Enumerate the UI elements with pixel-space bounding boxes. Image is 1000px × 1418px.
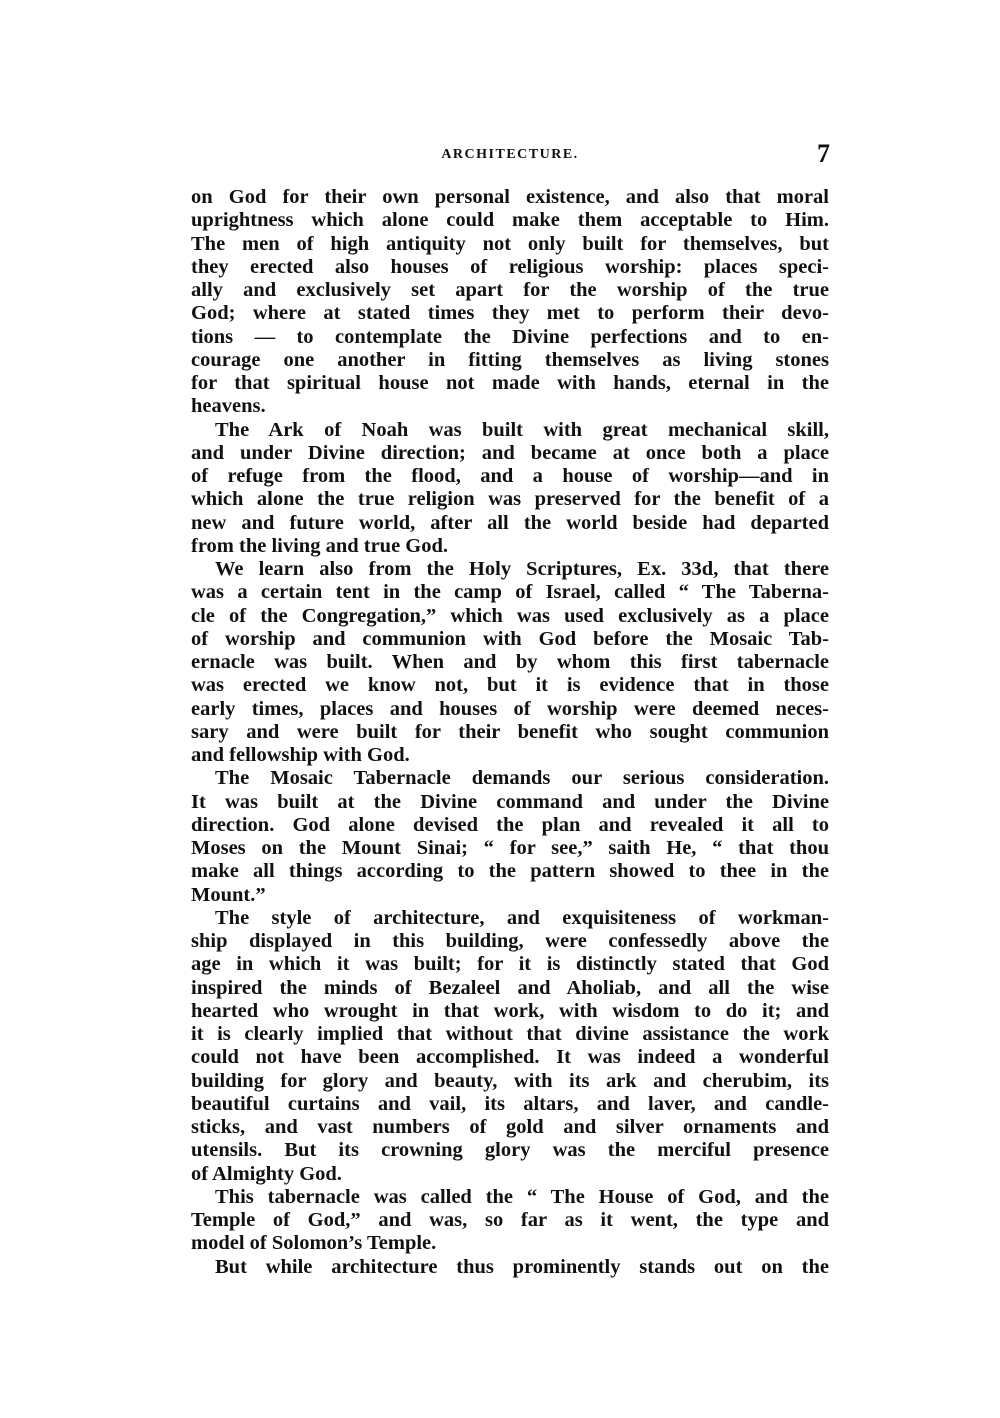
text-line: of worship and communion with God before the Mosaic Tab- (191, 627, 829, 650)
text-line: hearted who wrought in that work, with wisdom to do it; and (191, 999, 829, 1022)
text-line: which alone the true religion was preserved for the benefit of a (191, 488, 829, 511)
text-line: cle of the Congregation,” which was used exclusively as a place (191, 604, 829, 627)
text-line: Moses on the Mount Sinai; “ for see,” saith He, “ that thou (191, 837, 829, 859)
text-line: age in which it was built; for it is distinctly stated that God (191, 953, 829, 976)
text-line: early times, places and houses of worship were deemed neces- (191, 697, 829, 720)
text-line: direction. God alone devised the plan and revealed it all to (191, 813, 829, 836)
text-line: of refuge from the flood, and a house of worship—and in (191, 465, 829, 487)
text-line: uprightness which alone could make them acceptable to Him. (191, 209, 829, 232)
text-line: heavens. (191, 395, 266, 418)
text-line: from the living and true God. (191, 534, 449, 557)
text-line: model of Solomon’s Temple. (191, 1232, 437, 1255)
text-line: they erected also houses of religious worship: places speci- (191, 255, 829, 278)
text-line: Mount.” (191, 883, 266, 906)
text-line: inspired the minds of Bezaleel and Aholiab, and all the wise (191, 976, 829, 999)
text-line: make all things according to the pattern showed to thee in the (191, 860, 829, 883)
text-line: sticks, and vast numbers of gold and silver ornaments and (191, 1116, 829, 1138)
running-head (190, 139, 830, 173)
text-line: The Ark of Noah was built with great mechanical skill, (215, 418, 829, 441)
text-line: it is clearly implied that without that divine assistance the work (191, 1023, 829, 1045)
text-line: and under Divine direction; and became at once both a place (191, 441, 829, 464)
text-line: and fellowship with God. (191, 744, 410, 766)
text-line: But while architecture thus prominently stands out on the (215, 1255, 829, 1278)
text-line: building for glory and beauty, with its ark and cherubim, its (191, 1069, 829, 1092)
text-line: courage one another in fitting themselves as living stones (191, 348, 829, 371)
text-line: was a certain tent in the camp of Israel, called “ The Taberna- (191, 581, 829, 604)
text-line: ernacle was built. When and by whom this first tabernacle (191, 651, 829, 673)
text-line: was erected we know not, but it is evidence that in those (191, 674, 829, 697)
text-line: on God for their own personal existence, and also that moral (191, 186, 829, 208)
body-text (191, 186, 829, 1279)
text-line: of Almighty God. (191, 1162, 342, 1185)
text-line: utensils. But its crowning glory was the merciful presence (191, 1139, 829, 1162)
text-line: new and future world, after all the world beside had departed (191, 511, 829, 534)
text-line: for that spiritual house not made with hands, eternal in the (191, 372, 829, 394)
text-line: ship displayed in this building, were confessedly above the (191, 930, 829, 952)
text-line: It was built at the Divine command and under the Divine (191, 790, 829, 813)
text-line: tions — to contemplate the Divine perfections and to en- (191, 325, 829, 348)
text-line: The Mosaic Tabernacle demands our serious consideration. (215, 767, 829, 790)
text-line: This tabernacle was called the “ The House of God, and the (215, 1185, 829, 1208)
text-line: ally and exclusively set apart for the worship of the true (191, 279, 829, 301)
text-line: We learn also from the Holy Scriptures, Ex. 33d, that there (215, 558, 829, 580)
running-title: ARCHITECTURE. (441, 147, 579, 162)
text-line: beautiful curtains and vail, its altars, and laver, and candle- (191, 1092, 829, 1115)
text-line: could not have been accomplished. It was indeed a wonderful (191, 1046, 829, 1069)
text-line: The men of high antiquity not only built for themselves, but (191, 232, 829, 255)
text-line: sary and were built for their benefit who sought communion (191, 720, 829, 743)
page-number: 7 (817, 139, 830, 168)
text-line: God; where at stated times they met to perform their devo- (191, 302, 829, 325)
text-line: The style of architecture, and exquisiteness of workman- (215, 906, 829, 929)
text-line: Temple of God,” and was, so far as it went, the type and (191, 1209, 829, 1231)
